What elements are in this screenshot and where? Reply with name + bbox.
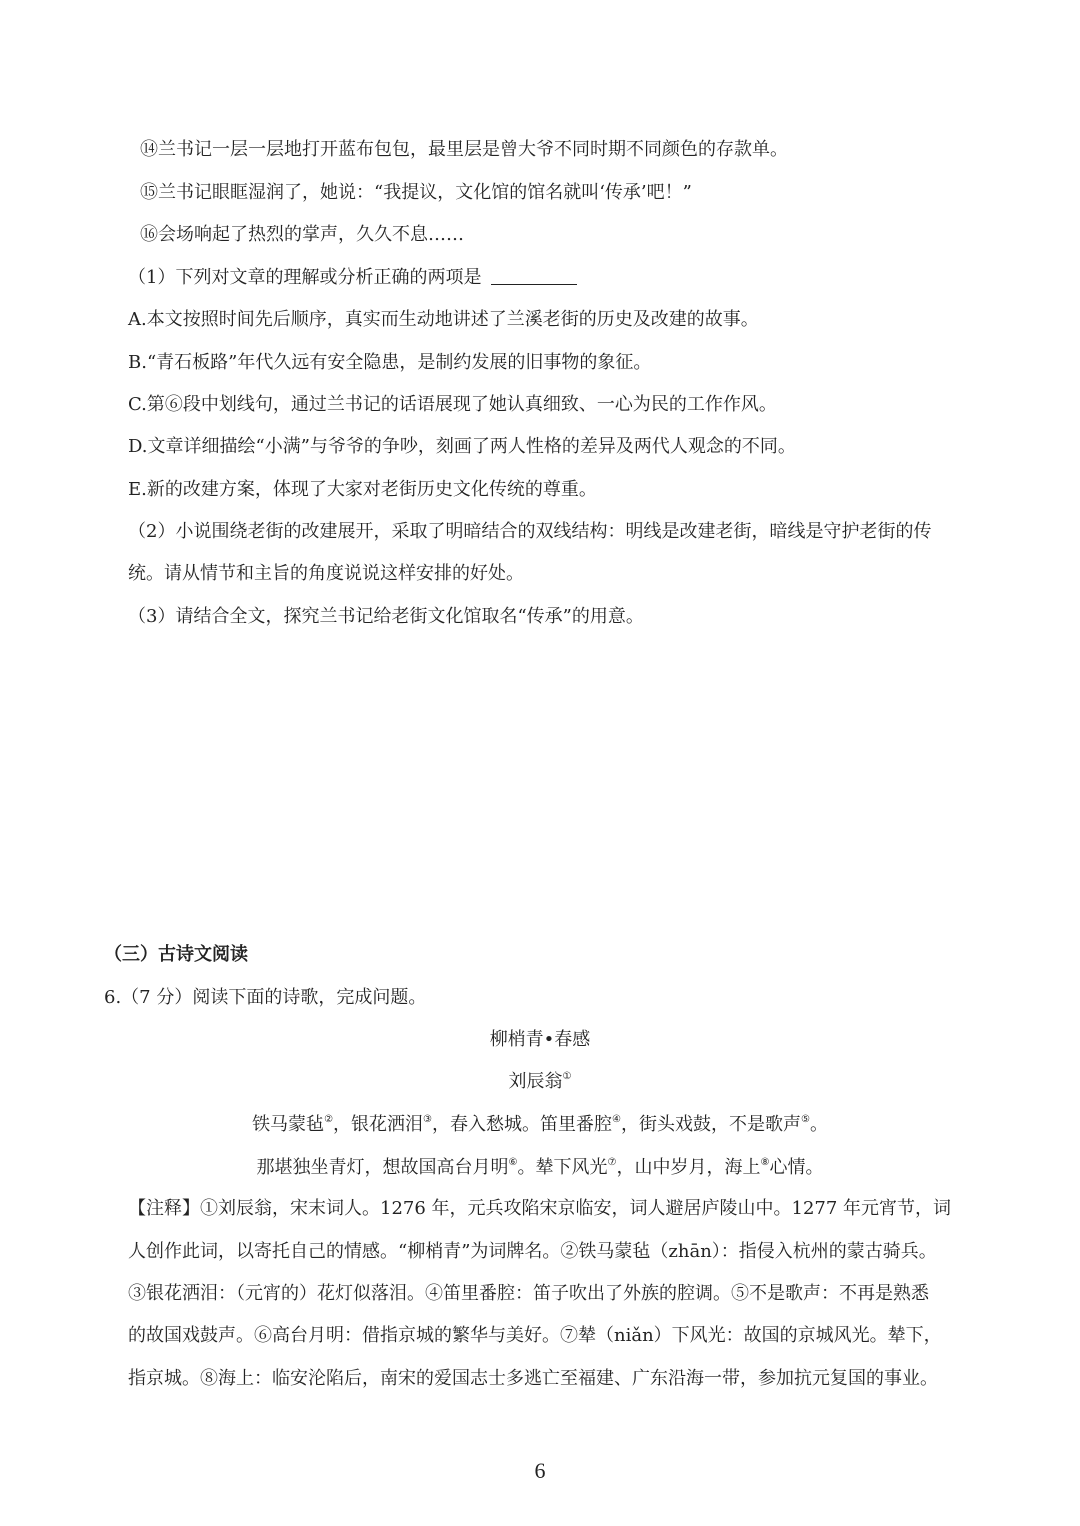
page-number: 6 — [534, 1458, 546, 1483]
poem-title: 柳梢青•春感 — [489, 1029, 591, 1050]
note-mark: ④ — [612, 1114, 621, 1125]
notes-line-3: ③银花洒泪：（元宵的）花灯似落泪。④笛里番腔：笛子吹出了外族的腔调。⑤不是歌声：不再是熟悉 — [128, 1283, 929, 1304]
poem-text: 铁马蒙毡 — [252, 1114, 325, 1135]
question-1-text: （1）下列对文章的理解或分析正确的两项是 — [128, 267, 482, 288]
poem-author-name: 刘辰翁 — [508, 1071, 563, 1092]
option-e: E.新的改建方案，体现了大家对老街历史文化传统的尊重。 — [128, 479, 597, 500]
question-2-line-2: 统。请从情节和主旨的角度说说这样安排的好处。 — [128, 563, 524, 584]
notes-line-4: 的故国戏鼓声。⑥高台月明：借指京城的繁华与美好。⑦辇（niǎn）下风光：故国的京城风光。辇下， — [128, 1325, 942, 1346]
poem-line-1 — [0, 1113, 1080, 1137]
story-paragraph-16: ⑯会场响起了热烈的掌声，久久不息…… — [140, 224, 464, 245]
story-paragraph-15: ⑮兰书记眼眶湿润了，她说：“我提议，文化馆的馆名就叫‘传承’吧！” — [140, 182, 692, 203]
question-2-line-1: （2）小说围绕老街的改建展开，采取了明暗结合的双线结构：明线是改建老街，暗线是守护老街的传 — [128, 521, 932, 542]
poem-text: ，春入愁城。笛里番腔 — [432, 1114, 612, 1135]
poem-text: 心情。 — [769, 1157, 824, 1178]
option-b: B.“青石板路”年代久远有安全隐患，是制约发展的旧事物的象征。 — [128, 352, 652, 373]
poem-text: 那堪独坐青灯，想故国高台月明 — [256, 1157, 509, 1178]
note-mark: ⑥ — [508, 1157, 518, 1168]
poem-text: 。辇下风光 — [517, 1157, 608, 1178]
poem-text: 。 — [809, 1114, 828, 1135]
note-mark: ⑤ — [800, 1114, 810, 1125]
poem-author — [0, 1070, 1080, 1094]
notes-line-2: 人创作此词，以寄托自己的情感。“柳梢青”为词牌名。②铁马蒙毡（zhān）：指侵入杭州的蒙古骑兵。 — [128, 1241, 937, 1262]
note-mark: ③ — [423, 1114, 432, 1125]
poem-text: ，山中岁月，海上 — [616, 1157, 761, 1178]
story-paragraph-14: ⑭兰书记一层一层地打开蓝布包包，最里层是曾大爷不同时期不同颜色的存款单。 — [140, 139, 788, 160]
poem-line-2 — [0, 1156, 1080, 1180]
poem-text: ，街头戏鼓，不是歌声 — [620, 1114, 801, 1135]
option-a: A.本文按照时间先后顺序，真实而生动地讲述了兰溪老街的历史及改建的故事。 — [128, 309, 759, 330]
option-d: D.文章详细描绘“小满”与爷爷的争吵，刻画了两人性格的差异及两代人观念的不同。 — [128, 436, 796, 457]
notes-line-5: 指京城。⑧海上：临安沦陷后，南宋的爱国志士多逃亡至福建、广东沿海一带，参加抗元复国的事业。 — [128, 1368, 938, 1389]
note-mark: ② — [324, 1114, 334, 1125]
notes-line-1: 【注释】①刘辰翁，宋末词人。1276 年，元兵攻陷宋京临安，词人避居庐陵山中。1277 年元宵节，词 — [128, 1198, 952, 1219]
note-mark: ⑦ — [607, 1157, 617, 1168]
author-note-mark: ① — [562, 1071, 572, 1082]
answer-blank — [491, 266, 577, 285]
question-1-stem — [128, 266, 577, 290]
question-6: 6.（7 分）阅读下面的诗歌，完成问题。 — [104, 987, 427, 1008]
question-3: （3）请结合全文，探究兰书记给老街文化馆取名“传承”的用意。 — [128, 606, 644, 627]
option-c: C.第⑥段中划线句，通过兰书记的话语展现了她认真细致、一心为民的工作作风。 — [128, 394, 777, 415]
section-heading: （三）古诗文阅读 — [104, 944, 248, 965]
note-mark: ⑧ — [760, 1157, 770, 1168]
poem-text: ，银花洒泪 — [333, 1114, 424, 1135]
